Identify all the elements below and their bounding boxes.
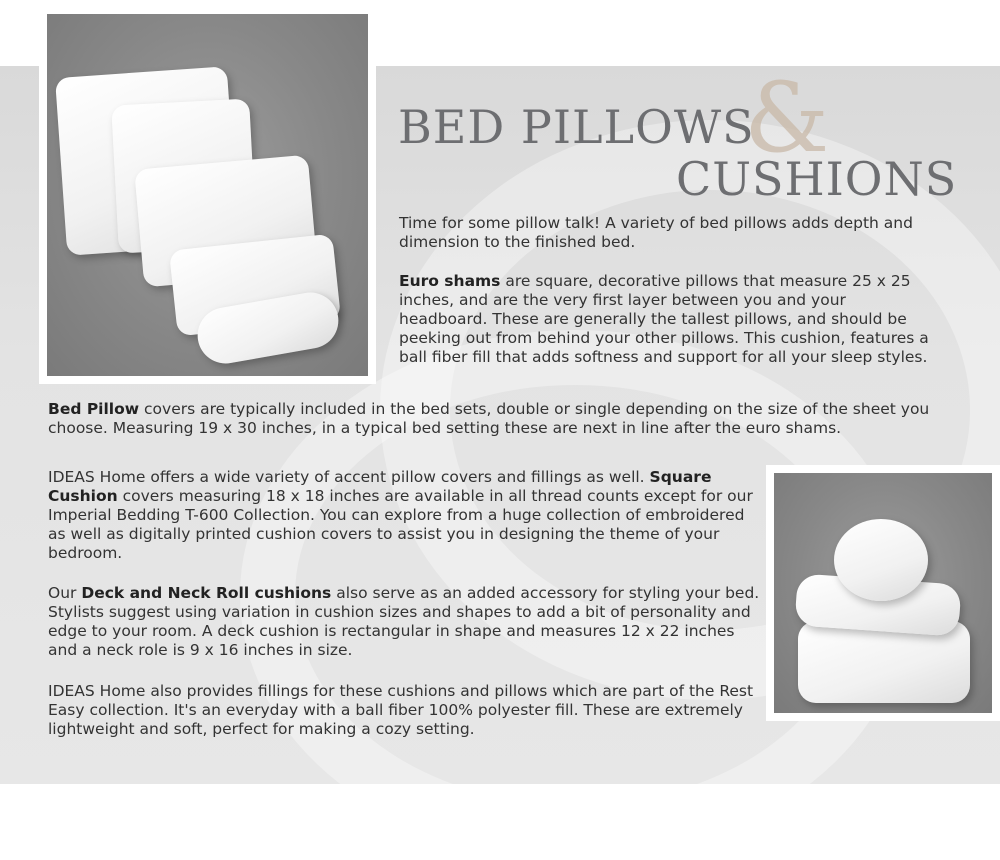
bed-pillow-term: Bed Pillow — [48, 400, 140, 418]
intro-paragraph: Time for some pillow talk! A variety of bed pillows adds depth and dimension to the finished bed. — [399, 214, 913, 251]
deck-neck-roll-term: Deck and Neck Roll cushions — [81, 584, 332, 602]
square-cushion-paragraph — [48, 468, 760, 563]
bed-pillow-paragraph — [48, 400, 933, 438]
fillings-paragraph: IDEAS Home also provides fillings for these cushions and pillows which are part of the Rest Easy collection. It's an everyday with a ball fiber 100% polyester fill. These are extremely lightweight and soft, perfect for making a cozy setting. — [48, 682, 754, 738]
deck-neck-roll-lead: Our — [48, 584, 82, 602]
square-cushion-term: Square Cushion — [48, 468, 712, 505]
square-cushion-lead: IDEAS Home offers a wide variety of accent pillow covers and fillings as well. — [48, 468, 650, 486]
title-ampersand: & — [744, 62, 830, 174]
square-cushion-text: covers measuring 18 x 18 inches are available in all thread counts except for our Imperial Bedding T-600 Collection. You can explore from a huge collection of embroidered as well as digitally printed cushion covers to assist you in designing the theme of your bedroom. — [48, 487, 753, 562]
stacked-pillows-photo — [39, 6, 376, 384]
rolled-duvet — [834, 519, 928, 601]
deck-neck-roll-paragraph — [48, 584, 760, 660]
page-title-line1: BED PILLOWS — [398, 100, 755, 154]
euro-shams-text: are square, decorative pillows that measure 25 x 25 inches, and are the very first layer between you and your headboard. These are generally the tallest pillows, and should be peeking out from behind your other pillows. This cushion, features a ball fiber fill that adds softness and support for all your sleep styles. — [399, 272, 929, 366]
euro-shams-paragraph — [399, 272, 934, 367]
euro-shams-term: Euro shams — [399, 272, 501, 290]
page-title-line2: CUSHIONS — [676, 152, 958, 206]
rolled-duvet-and-pillow-photo — [766, 465, 1000, 721]
deck-neck-roll-text: also serve as an added accessory for styling your bed. Stylists suggest using variation in cushion sizes and shapes to add a bit of personality and edge to your room. A deck cushion is rectangular in shape and measures 12 x 22 inches and a neck role is 9 x 16 inches in size. — [48, 584, 760, 659]
bed-pillow-text: covers are typically included in the bed sets, double or single depending on the size of the sheet you choose. Measuring 19 x 30 inches, in a typical bed setting these are next in line after the euro shams. — [48, 400, 930, 437]
